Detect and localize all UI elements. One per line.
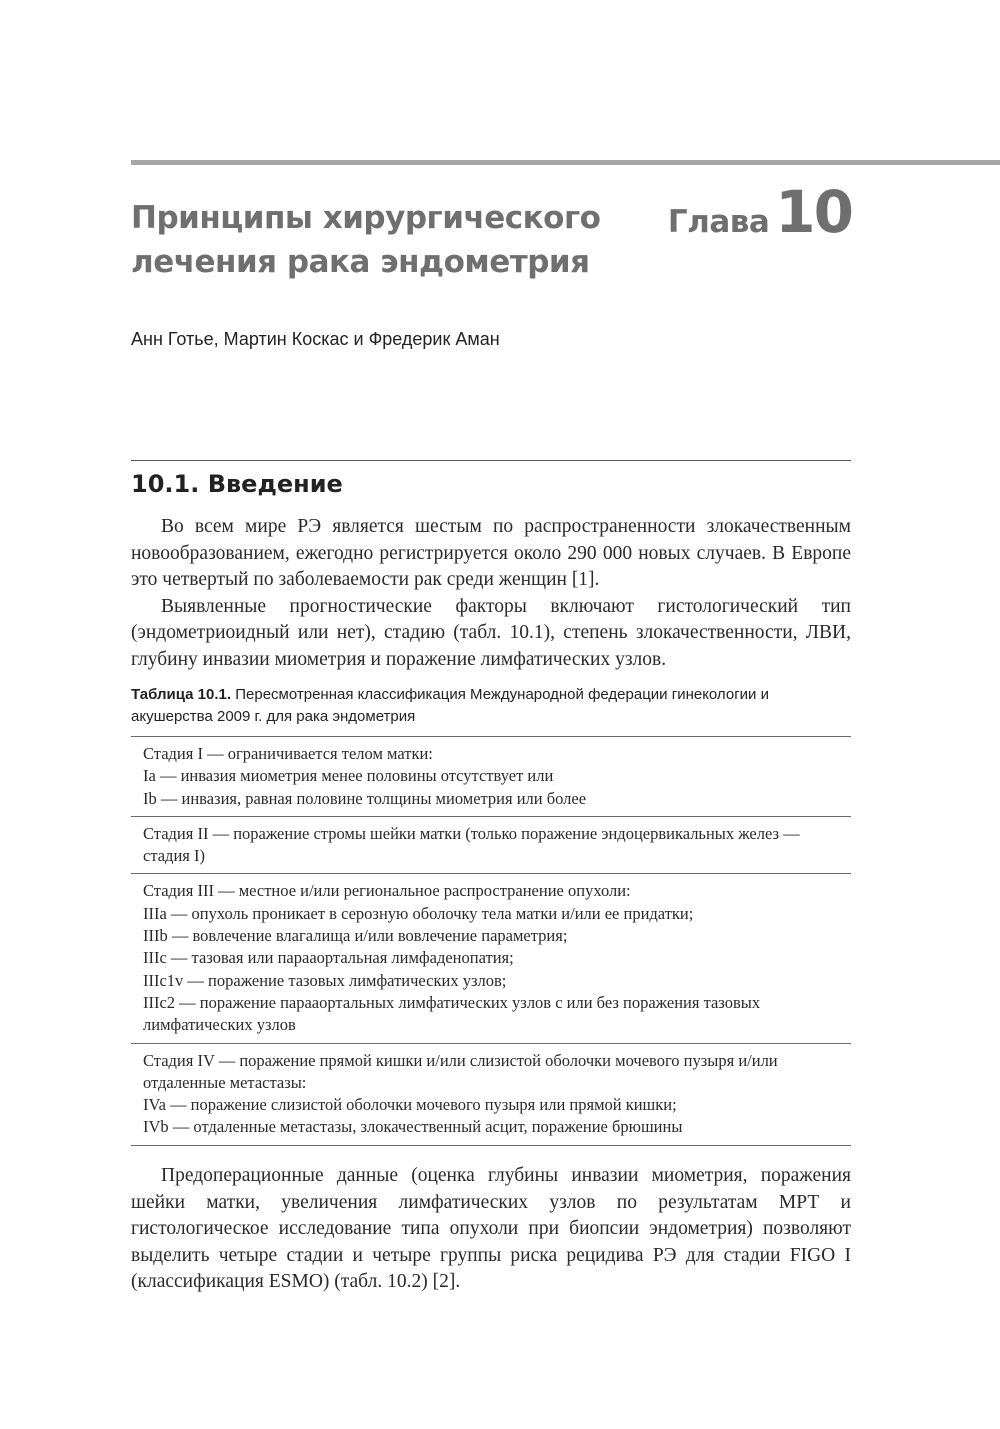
chapter-label-word: Глава xyxy=(667,204,770,240)
stage-line: IIIc1v — поражение тазовых лимфатических узлов; xyxy=(143,970,507,990)
stage-block-iii xyxy=(131,873,851,1042)
stage-line: Ia — инвазия миометрия менее половины отсутствует или xyxy=(143,766,554,786)
stage-line: Ib — инвазия, равная половине толщины миометрия или более xyxy=(143,788,587,808)
intro-paragraph-2: Выявленные прогностические факторы включают гистологический тип (эндометриоидный или нет), стадию (табл. 10.1), степень злокачественности, ЛВИ, глубину инвазии миометрия и поражение лимфатических узлов. xyxy=(131,595,851,670)
chapter-top-rule xyxy=(131,160,1000,165)
table-caption-label: Таблица 10.1. xyxy=(131,686,232,703)
intro-paragraph-1: Во всем мире РЭ является шестым по распространенности злокачественным новообразованием, ежегодно регистрируется около 290 000 новых случаев. В Европе это четвертый по заболеваемости рак среди женщин [1]. xyxy=(131,516,851,590)
stage-line: IIIb — вовлечение влагалища и/или вовлечение параметрия; xyxy=(143,926,568,946)
chapter-title-line-1: Принципы хирургического xyxy=(131,200,601,236)
stage-line: Стадия II — поражение стромы шейки матки (только поражение эндоцервикальных желез — стадия I) xyxy=(143,823,800,866)
table-caption xyxy=(131,684,853,727)
stage-block-iv xyxy=(131,1043,851,1146)
stage-line: Стадия III — местное и/или региональное распространение опухоли: xyxy=(143,881,631,901)
chapter-authors: Анн Готье, Мартин Коскас и Фредерик Аман xyxy=(131,329,500,349)
stage-line: Стадия IV — поражение прямой кишки и/или слизистой оболочки мочевого пузыря и/или отдаленные метастазы: xyxy=(143,1050,778,1092)
stage-line: IVa — поражение слизистой оболочки мочевого пузыря или прямой кишки; xyxy=(143,1095,677,1115)
chapter-title xyxy=(131,196,651,284)
stage-block-i xyxy=(131,736,851,816)
closing-text xyxy=(131,1163,851,1296)
chapter-title-line-2: лечения рака эндометрия xyxy=(131,244,590,280)
stage-line: IIIa — опухоль проникает в серозную оболочку тела матки и/или ее придатки; xyxy=(143,903,694,923)
stage-line: Стадия I — ограничивается телом матки: xyxy=(143,744,433,763)
stage-classification-table xyxy=(131,736,851,1146)
stage-line: IIIc2 — поражение парааортальных лимфатических узлов с или без поражения тазовых лимфатических узлов xyxy=(143,992,761,1035)
closing-paragraph: Предоперационные данные (оценка глубины инвазии миометрия, поражения шейки матки, увеличения лимфатических узлов по результатам МРТ и гистологическое исследование типа опухоли при биопсии эндометрия) позволяют выделить четыре стадии и четыре группы риска рецидива РЭ для стадии FIGO I (классификация ESMO) (табл. 10.2) [2]. xyxy=(131,1165,851,1292)
intro-text xyxy=(131,514,851,673)
stage-line: IIIc — тазовая или парааортальная лимфаденопатия; xyxy=(143,948,514,968)
section-title: 10.1. Введение xyxy=(131,470,343,498)
stage-block-ii xyxy=(131,816,851,874)
chapter-number: 10 xyxy=(775,178,852,246)
stage-line: IVb — отдаленные метастазы, злокачественный асцит, поражение брюшины xyxy=(143,1117,683,1137)
table-caption-text: Пересмотренная классификация Международной федерации гинекологии и акушерства 2009 г. для рака эндометрия xyxy=(131,686,769,725)
chapter-label xyxy=(668,178,852,246)
section-rule xyxy=(131,460,851,461)
